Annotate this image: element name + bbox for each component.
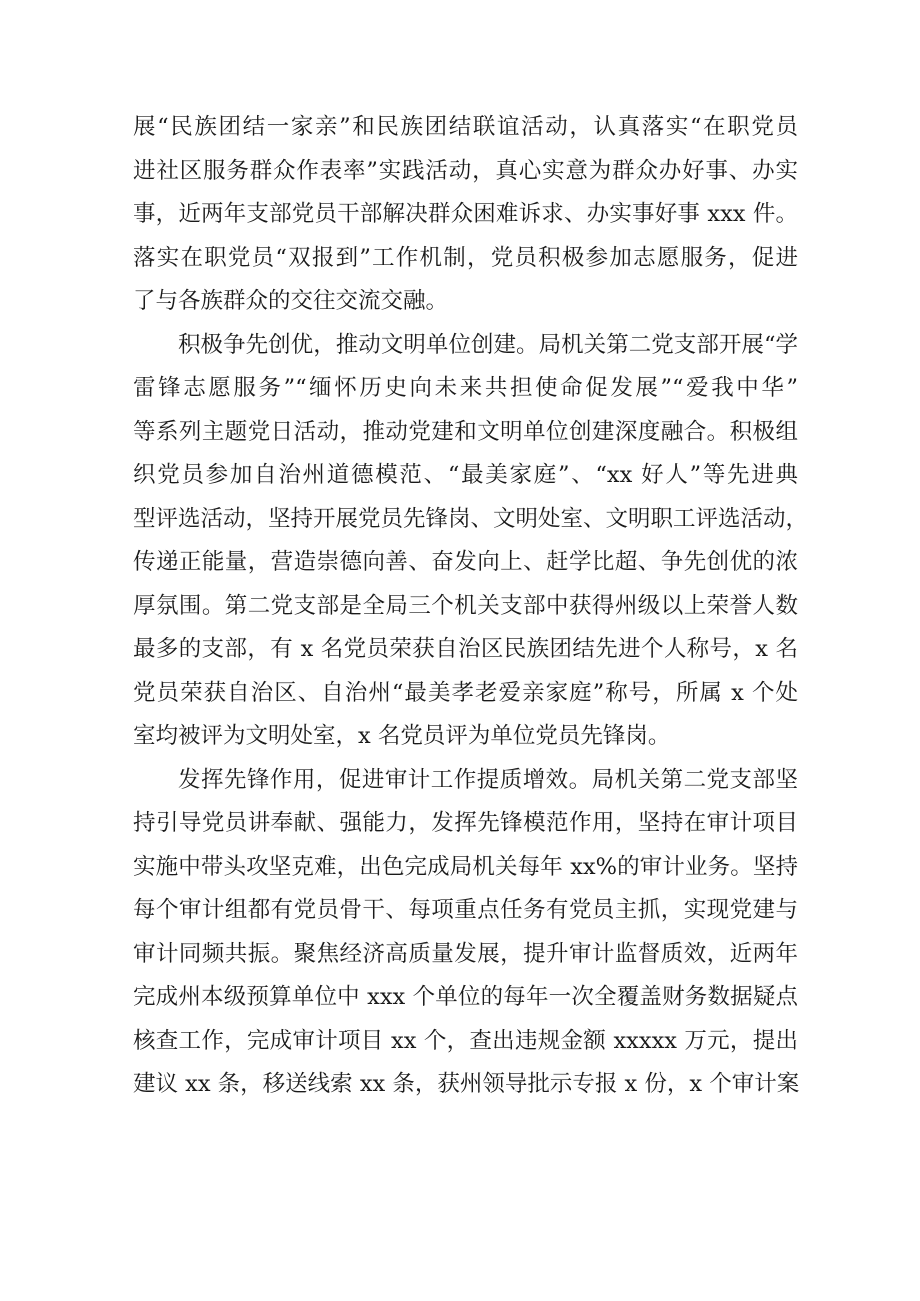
paragraph-1-line-1: 展“民族团结一家亲”和民族团结联谊活动，认真落实“在职党员 [133,114,798,140]
paragraph-3-line-2: 持引导党员讲奉献、强能力，发挥先锋模范作用，坚持在审计项目 [133,810,798,836]
paragraph-3-line-6: 完成州本级预算单位中 xxx 个单位的每年一次全覆盖财务数据疑点 [133,984,798,1010]
paragraph-1-line-3: 事，近两年支部党员干部解决群众困难诉求、办实事好事 xxx 件。 [133,201,798,227]
paragraph-2-line-7: 厚氛围。第二党支部是全局三个机关支部中获得州级以上荣誉人数 [133,592,798,619]
paragraph-3-line-4: 每个审计组都有党员骨干、每项重点任务有党员主抓，实现党建与 [133,897,798,923]
paragraph-2-line-1: 积极争先创优，推动文明单位创建。局机关第二党支部开展“学 [178,331,798,358]
paragraph-3-line-8: 建议 xx 条，移送线索 xx 条，获州领导批示专报 x 份，x 个审计案 [133,1071,800,1097]
paragraph-2-line-5: 型评选活动，坚持开展党员先锋岗、文明处室、文明职工评选活动， [133,505,809,532]
paragraph-3-line-1: 发挥先锋作用，促进审计工作提质增效。局机关第二党支部坚 [178,766,798,793]
paragraph-2-line-4: 织党员参加自治州道德模范、“最美家庭”、“xx 好人”等先进典 [133,462,798,488]
paragraph-3-line-5: 审计同频共振。聚焦经济高质量发展，提升审计监督质效，近两年 [133,940,798,967]
paragraph-3-line-7: 核查工作，完成审计项目 xx 个，查出违规金额 xxxxx 万元，提出 [133,1027,798,1054]
document-body [133,106,809,1107]
paragraph-2-line-6: 传递正能量，营造崇德向善、奋发向上、赶学比超、争先创优的浓 [133,549,798,575]
paragraph-2-line-8: 最多的支部，有 x 名党员荣获自治区民族团结先进个人称号，x 名 [133,636,798,662]
paragraph-2-line-10: 室均被评为文明处室，x 名党员评为单位党员先锋岗。 [133,723,671,749]
paragraph-2-line-9: 党员荣获自治区、自治州“最美孝老爱亲家庭”称号，所属 x 个处 [133,679,798,706]
paragraph-1-line-5: 了与各族群众的交往交流交融。 [133,288,449,314]
paragraph-3-line-3: 实施中带头攻坚克难，出色完成局机关每年 xx%的审计业务。坚持 [133,853,798,880]
paragraph-1-line-4: 落实在职党员“双报到”工作机制，党员积极参加志愿服务，促进 [133,244,798,271]
paragraph-2-line-2: 雷锋志愿服务”“缅怀历史向未来共担使命促发展”“爱我中华” [133,375,798,401]
paragraph-1-line-2: 进社区服务群众作表率”实践活动，真心实意为群众办好事、办实 [133,157,798,184]
paragraph-2-line-3: 等系列主题党日活动，推动党建和文明单位创建深度融合。积极组 [133,418,798,445]
